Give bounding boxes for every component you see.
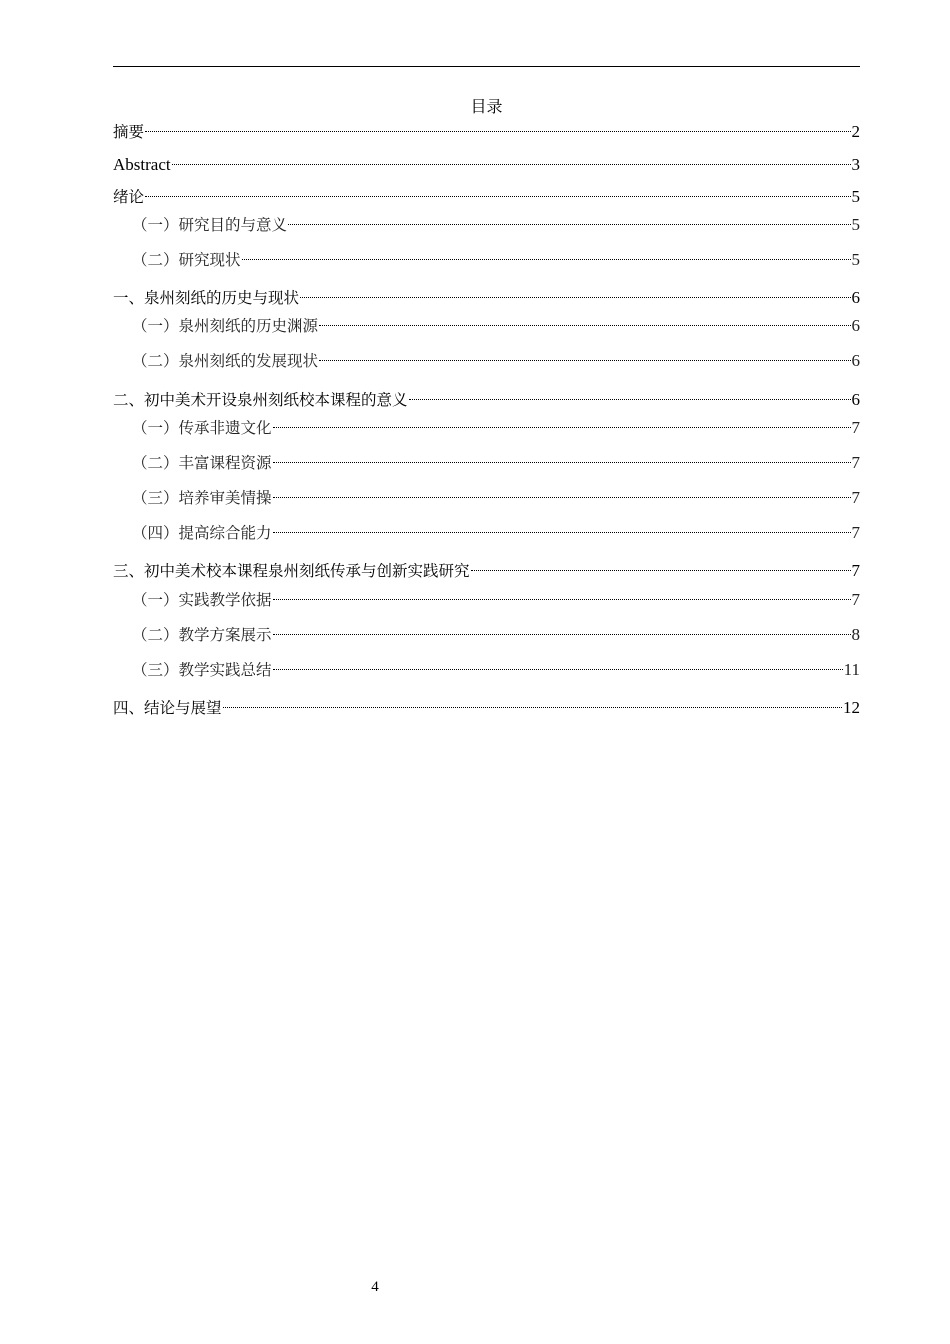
toc-entry-page: 3 [851,155,860,174]
dot-leader [273,532,851,533]
toc-entry-introduction[interactable] [113,185,860,209]
toc-entry-label: 绪论 [113,188,145,206]
toc-entry-abstract-cn[interactable] [113,120,860,144]
toc-entry-page: 5 [851,187,860,206]
toc-entry-page: 11 [843,660,860,679]
toc-entry-label: 一、泉州刻纸的历史与现状 [113,289,300,307]
toc-entry-chapter-1-2[interactable] [113,349,860,373]
page-number: 4 [371,1279,379,1295]
toc-entry-label: （三）教学实践总结 [132,661,272,679]
dot-leader [223,707,842,708]
toc-entry-label: （一）研究目的与意义 [132,216,288,234]
toc-entry-label: （二）丰富课程资源 [132,454,272,472]
dot-leader [145,196,850,197]
toc-entry-page: 6 [851,316,860,335]
dot-leader [242,259,851,260]
dot-leader [273,634,851,635]
toc-entry-page: 7 [851,590,860,609]
dot-leader [300,297,850,298]
toc-entry-label: （二）教学方案展示 [132,626,272,644]
toc-entry-label: （一）泉州刻纸的历史渊源 [132,317,319,335]
toc-entry-label: 二、初中美术开设泉州刻纸校本课程的意义 [113,391,408,409]
dot-leader [273,599,851,600]
toc-entry-label: （一）实践教学依据 [132,591,272,609]
toc-entry-chapter-2[interactable] [113,388,860,412]
dot-leader [273,427,851,428]
toc-title: 目录 [470,97,503,116]
toc-entry-chapter-3[interactable] [113,559,860,583]
toc-entry-page: 7 [851,418,860,437]
dot-leader [172,164,851,165]
toc-entry-label: 摘要 [113,123,145,141]
toc-entry-chapter-3-1[interactable] [113,588,860,612]
toc-entry-chapter-3-3[interactable] [113,658,860,682]
toc-entry-chapter-2-3[interactable] [113,486,860,510]
dot-leader [319,325,850,326]
toc-entry-page: 2 [851,122,860,141]
dot-leader [273,462,851,463]
toc-entry-label: 四、结论与展望 [113,699,222,717]
toc-entry-chapter-2-1[interactable] [113,416,860,440]
dot-leader [273,669,843,670]
toc-entry-chapter-2-4[interactable] [113,521,860,545]
toc-entry-label: （二）泉州刻纸的发展现状 [132,352,319,370]
toc-entry-page: 6 [851,288,860,307]
dot-leader [319,360,850,361]
toc-entry-label: Abstract [113,155,171,174]
toc-entry-page: 6 [851,351,860,370]
toc-entry-intro-1[interactable] [113,213,860,237]
dot-leader [288,224,850,225]
toc-entry-page: 5 [851,250,860,269]
toc-entry-chapter-1-1[interactable] [113,314,860,338]
toc-entry-chapter-2-2[interactable] [113,451,860,475]
toc-entry-chapter-4[interactable] [113,696,860,720]
header-rule [113,66,860,67]
dot-leader [471,570,851,571]
toc-entry-chapter-1[interactable] [113,286,860,310]
dot-leader [145,131,850,132]
toc-entry-page: 7 [851,523,860,542]
toc-entry-abstract-en[interactable] [113,153,860,177]
toc-entry-page: 6 [851,390,860,409]
toc-entry-page: 8 [851,625,860,644]
toc-entry-label: （一）传承非遗文化 [132,419,272,437]
toc-entry-label: （四）提高综合能力 [132,524,272,542]
toc-entry-label: 三、初中美术校本课程泉州刻纸传承与创新实践研究 [113,562,470,580]
toc-entry-page: 7 [851,453,860,472]
dot-leader [409,399,851,400]
toc-entry-page: 7 [851,561,860,580]
dot-leader [273,497,851,498]
toc-entry-page: 12 [843,698,860,717]
toc-entry-page: 5 [851,215,860,234]
toc-entry-page: 7 [851,488,860,507]
toc-entry-label: （三）培养审美情操 [132,489,272,507]
toc-entry-intro-2[interactable] [113,248,860,272]
toc-entry-chapter-3-2[interactable] [113,623,860,647]
toc-entry-label: （二）研究现状 [132,251,241,269]
